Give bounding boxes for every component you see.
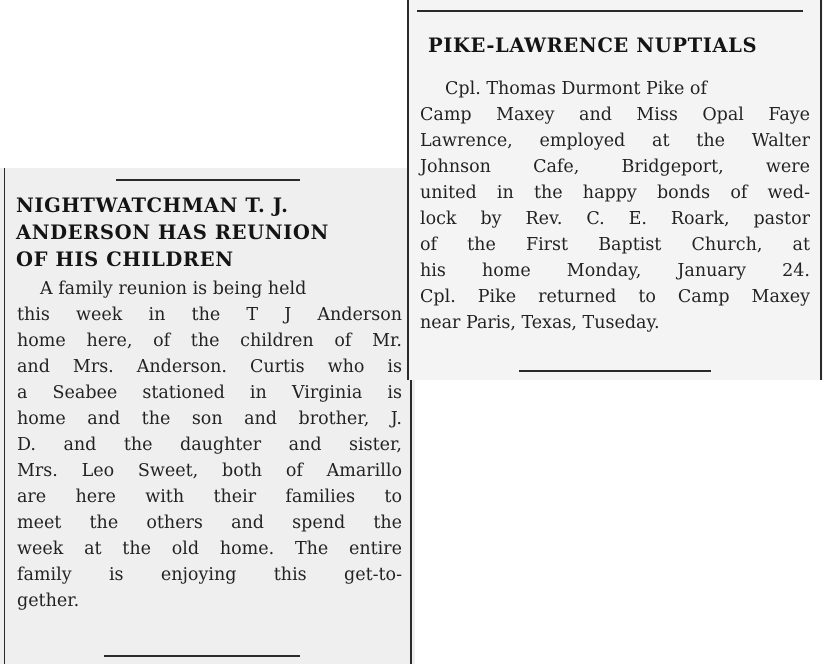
headline: PIKE-LAWRENCE NUPTIALS (428, 34, 758, 57)
body-line: this week in the T J Anderson (17, 305, 402, 325)
body-line: and Mrs. Anderson. Curtis who is (17, 357, 402, 377)
body-line: home and the son and brother, J. (17, 409, 402, 429)
body-line: meet the others and spend the (17, 513, 402, 533)
column-rule-right (820, 0, 822, 380)
body-line: Cpl. Thomas Durmont Pike of (445, 79, 707, 99)
body-line: a Seabee stationed in Virginia is (17, 383, 402, 403)
body-line: near Paris, Texas, Tuseday. (420, 313, 660, 333)
body-line: family is enjoying this get-to- (17, 565, 402, 585)
bottom-divider (104, 655, 300, 657)
body-line: Camp Maxey and Miss Opal Faye (420, 105, 810, 125)
body-line: D. and the daughter and sister, (17, 435, 402, 455)
body-line: are here with their families to (17, 487, 402, 507)
left-clipping (0, 168, 415, 664)
headline-line-2: ANDERSON HAS REUNION (16, 221, 329, 244)
body-line: Mrs. Leo Sweet, both of Amarillo (17, 461, 402, 481)
column-rule-left (407, 0, 409, 380)
top-divider (116, 179, 300, 181)
body-line: lock by Rev. C. E. Roark, pastor (420, 209, 810, 229)
body-line: gether. (17, 591, 80, 611)
right-clipping (407, 0, 823, 380)
body-line: Cpl. Pike returned to Camp Maxey (420, 287, 810, 307)
body-line: of the First Baptist Church, at (420, 235, 810, 255)
top-divider (417, 10, 803, 12)
body-line: home here, of the children of Mr. (17, 331, 402, 351)
body-line: A family reunion is being held (40, 279, 307, 299)
body-line: united in the happy bonds of wed- (420, 183, 810, 203)
body-line: Lawrence, employed at the Walter (420, 131, 810, 151)
bottom-divider (519, 370, 711, 372)
headline-line-3: OF HIS CHILDREN (16, 248, 234, 271)
headline-line-1: NIGHTWATCHMAN T. J. (16, 194, 289, 217)
body-line: Johnson Cafe, Bridgeport, were (420, 157, 810, 177)
body-line: week at the old home. The entire (17, 539, 402, 559)
body-line: his home Monday, January 24. (420, 261, 810, 281)
column-rule-left (4, 168, 5, 664)
